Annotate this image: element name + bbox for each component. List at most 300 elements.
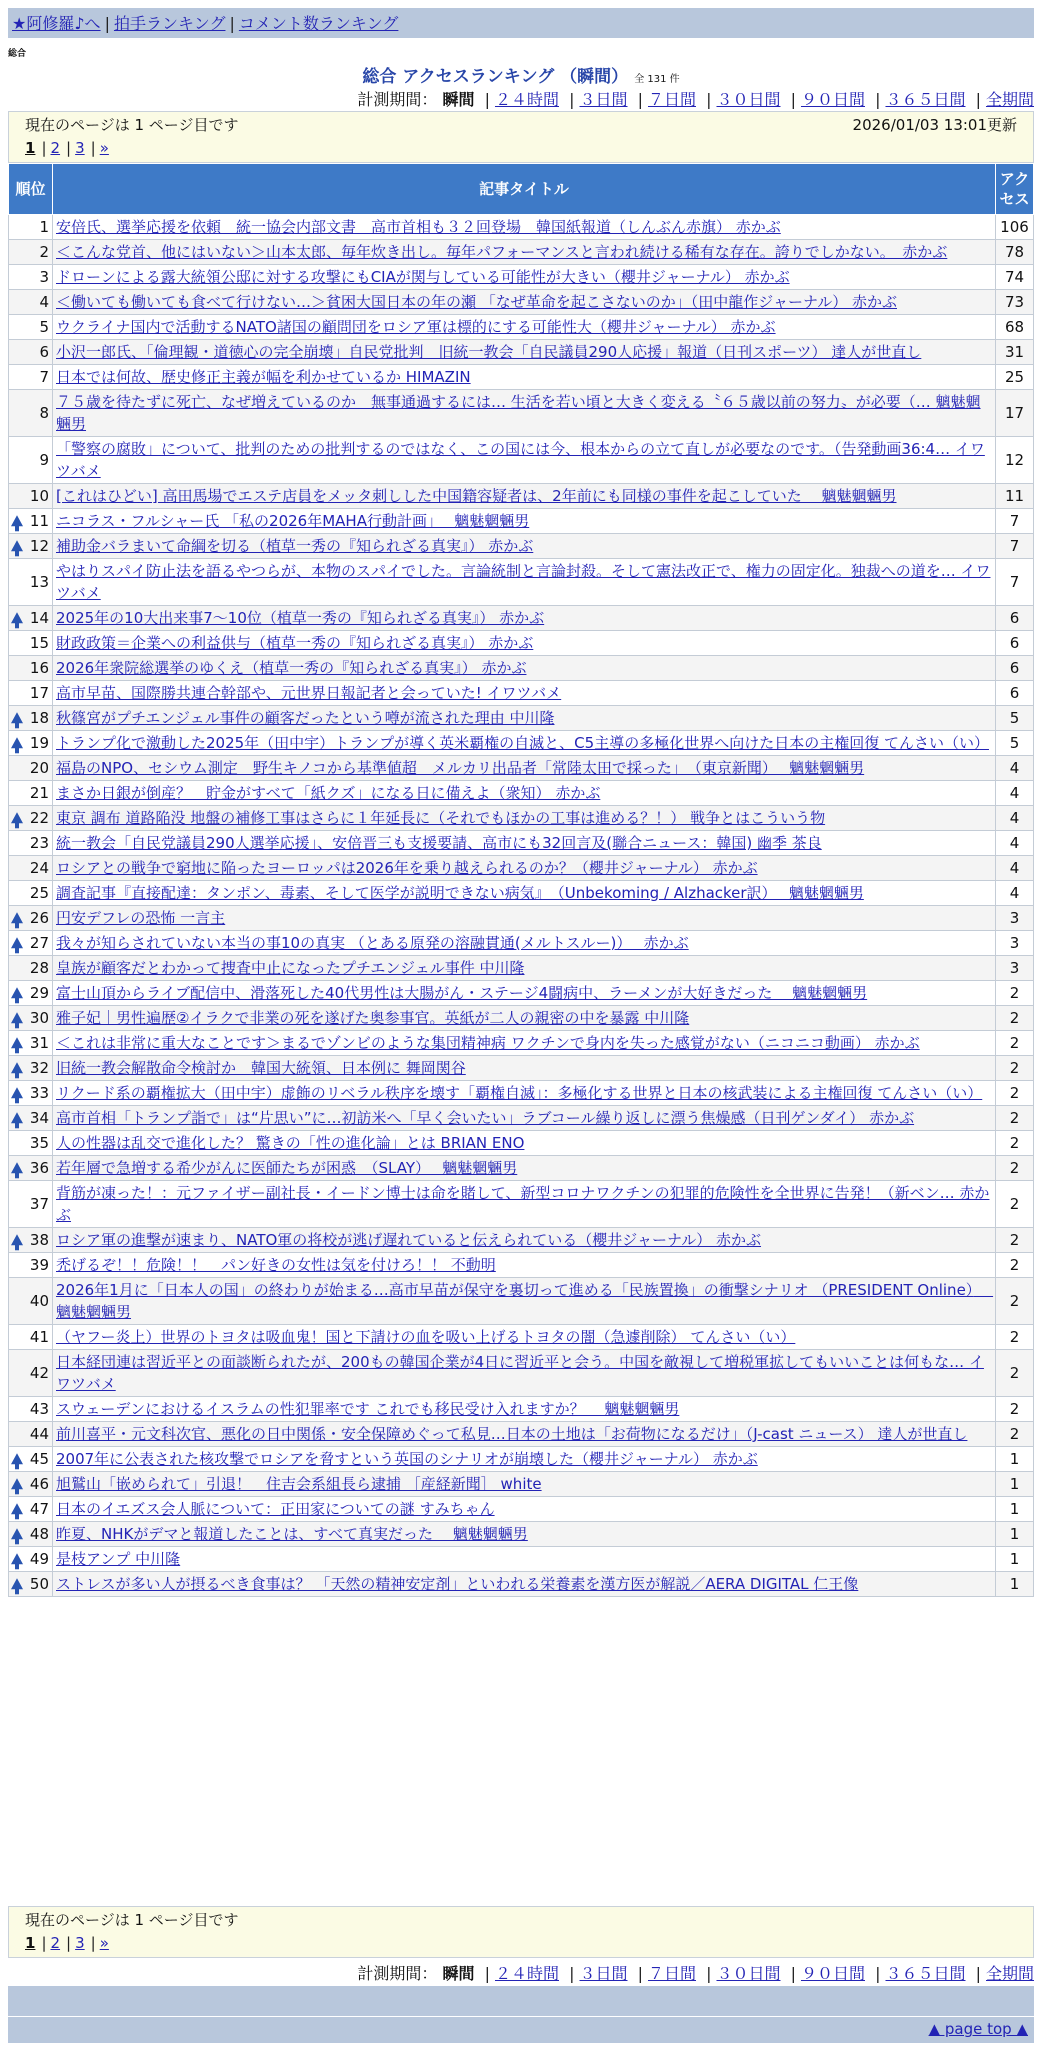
rank-number: 6	[39, 343, 49, 361]
title-cell	[53, 631, 996, 656]
article-title-link[interactable]: トランプ化で激動した2025年（田中宇）トランプが導く英米覇権の自滅と、C5主導の多極化世界へ向けた日本の主権回復 てんさい（い）	[56, 734, 989, 752]
title-cell	[53, 1006, 996, 1031]
page-3-link[interactable]: 3	[75, 1934, 85, 1952]
article-title-link[interactable]: 2026年1月に「日本人の国」の終わりが始まる…高市早苗が保守を裏切って進める「民族置換」の衝撃シナリオ （PRESIDENT Online） 魑魅魍魎男	[56, 1281, 994, 1321]
table-row	[9, 856, 1034, 881]
period-7d-link[interactable]: ７日間	[647, 90, 696, 109]
access-count: 1	[996, 1547, 1034, 1572]
title-cell	[53, 1278, 996, 1325]
top-nav-bar	[8, 8, 1034, 38]
rank-cell	[9, 806, 53, 831]
rank-cell	[9, 534, 53, 559]
article-title-link[interactable]: ロシアとの戦争で窮地に陥ったヨーロッパは2026年を乗り越えられるのか？（櫻井ジャーナル） 赤かぶ	[56, 859, 758, 877]
article-title-link[interactable]: 秋篠宮がプチエンジェル事件の顧客だったという噂が流された理由 中川隆	[56, 709, 555, 727]
article-title-link[interactable]: （ヤフー炎上）世界のトヨタは吸血鬼！国と下請けの血を吸い上げるトヨタの闇（急遽削除） てんさい（い）	[56, 1328, 796, 1346]
title-cell	[53, 240, 996, 265]
title-cell	[53, 956, 996, 981]
article-title-link[interactable]: やはりスパイ防止法を語るやつらが、本物のスパイでした。言論統制と言論封殺。そして憲法改正で、権力の固定化。独裁への道を… イワツバメ	[56, 562, 991, 602]
access-count: 2	[996, 1131, 1034, 1156]
access-count: 17	[996, 390, 1034, 437]
rank-number: 9	[39, 451, 49, 469]
title-cell	[53, 1397, 996, 1422]
rank-cell	[9, 681, 53, 706]
rank-number: 41	[29, 1328, 49, 1346]
period-3d-link[interactable]: ３日間	[579, 1964, 628, 1983]
rank-number: 16	[29, 659, 49, 677]
rank-number: 35	[29, 1134, 49, 1152]
table-row	[9, 1472, 1034, 1497]
article-title-link[interactable]: 調査記事『直接配達：タンポン、毒素、そして医学が説明できない病気』 （Unbekoming / Alzhacker訳） 魑魅魍魎男	[56, 884, 864, 902]
rank-number: 40	[29, 1292, 49, 1310]
article-title-link[interactable]: まさか日銀が倒産？ 貯金がすべて「紙クズ」になる日に備えよ（衆知） 赤かぶ	[56, 784, 601, 802]
title-cell	[53, 1325, 996, 1350]
access-count: 106	[996, 215, 1034, 240]
article-title-link[interactable]: 2007年に公表された核攻撃でロシアを脅すという英国のシナリオが崩壊した（櫻井ジャーナル） 赤かぶ	[56, 1450, 758, 1468]
rank-number: 49	[29, 1550, 49, 1568]
title-cell	[53, 1472, 996, 1497]
table-row	[9, 484, 1034, 509]
article-title-link[interactable]: [これはひどい] 高田馬場でエステ店員をメッタ刺しした中国籍容疑者は、2年前にも同様の事件を起こしていた 魑魅魍魎男	[56, 487, 897, 505]
article-title-link[interactable]: ドローンによる露大統領公邸に対する攻撃にもCIAが関与している可能性が大きい（櫻井ジャーナル） 赤かぶ	[56, 268, 790, 286]
article-title-link[interactable]: ＜働いても働いても食べて行けない…＞貧困大国日本の年の瀬 「なぜ革命を起こさないのか」（田中龍作ジャーナル） 赤かぶ	[56, 293, 897, 311]
page-top-link[interactable]: ▲ page top ▲	[928, 2020, 1028, 2038]
rank-number: 10	[29, 487, 49, 505]
title-header: 記事タイトル	[53, 164, 996, 215]
title-cell	[53, 1447, 996, 1472]
rank-number: 45	[29, 1450, 49, 1468]
rank-cell	[9, 1522, 53, 1547]
next-page-link[interactable]: »	[99, 1934, 109, 1952]
article-title-link[interactable]: 高市首相「トランプ詣で」は“片思い”に…初訪米へ「早く会いたい」ラブコール繰り返しに漂う焦燥感（日刊ゲンダイ） 赤かぶ	[56, 1109, 915, 1127]
rank-cell	[9, 981, 53, 1006]
access-count: 4	[996, 831, 1034, 856]
title-cell	[53, 365, 996, 390]
rank-cell	[9, 781, 53, 806]
rank-cell	[9, 956, 53, 981]
article-title-link[interactable]: 背筋が凍った！：元ファイザー副社長・イードン博士は命を賭して、新型コロナワクチンの犯罪的危険性を全世界に告発！（新ベン… 赤かぶ	[56, 1184, 990, 1224]
table-row	[9, 956, 1034, 981]
title-cell	[53, 215, 996, 240]
rank-number: 19	[29, 734, 49, 752]
rank-number: 27	[29, 934, 49, 952]
article-title-link[interactable]: 日本経団連は習近平との面談断られたが、200もの韓国企業が4日に習近平と会う。中国を敵視して増税軍拡してもいいことは何もな… イワツバメ	[56, 1353, 984, 1393]
title-cell	[53, 606, 996, 631]
access-count: 1	[996, 1572, 1034, 1597]
period-separator: |	[790, 1964, 796, 1983]
access-count: 1	[996, 1497, 1034, 1522]
period-30d-link[interactable]: ３０日間	[716, 90, 781, 109]
period-selector-bottom	[8, 1961, 1034, 1984]
table-row	[9, 906, 1034, 931]
access-count: 2	[996, 1156, 1034, 1181]
title-cell	[53, 931, 996, 956]
period-24h-link[interactable]: ２４時間	[494, 1964, 559, 1983]
table-row	[9, 290, 1034, 315]
period-separator: |	[637, 1964, 643, 1983]
rank-header: 順位	[9, 164, 53, 215]
rank-cell	[9, 1228, 53, 1253]
article-title-link[interactable]: 日本のイエズス会人脈について：正田家についての謎 すみちゃん	[56, 1500, 495, 1518]
rank-number: 31	[29, 1034, 49, 1052]
rank-cell	[9, 881, 53, 906]
table-header-row	[9, 164, 1034, 215]
table-row	[9, 1181, 1034, 1228]
rank-number: 46	[29, 1475, 49, 1493]
rank-cell	[9, 706, 53, 731]
pager-separator: |	[90, 1934, 96, 1952]
table-row	[9, 931, 1034, 956]
access-count: 2	[996, 1397, 1034, 1422]
table-row	[9, 1447, 1034, 1472]
rank-up-arrow-icon	[11, 612, 23, 623]
access-count: 4	[996, 781, 1034, 806]
article-title-link[interactable]: 雅子妃｜男性遍歴②イラクで非業の死を遂げた奥参事官。英紙が二人の親密の中を暴露 中川隆	[56, 1009, 690, 1027]
rank-cell	[9, 1397, 53, 1422]
access-count: 4	[996, 756, 1034, 781]
rank-cell	[9, 756, 53, 781]
rank-up-arrow-icon	[11, 1062, 23, 1073]
period-365d-link[interactable]: ３６５日間	[885, 1964, 966, 1983]
table-row	[9, 781, 1034, 806]
table-row	[9, 606, 1034, 631]
period-7d-link[interactable]: ７日間	[647, 1964, 696, 1983]
access-count: 6	[996, 656, 1034, 681]
table-row	[9, 831, 1034, 856]
article-title-link[interactable]: 円安デフレの恐怖 一言主	[56, 909, 226, 927]
title-cell	[53, 856, 996, 881]
article-title-link[interactable]: ニコラス・フルシャー氏 「私の2026年MAHA行動計画」 魑魅魍魎男	[56, 512, 530, 530]
rank-number: 1	[39, 218, 49, 236]
rank-number: 13	[29, 573, 49, 591]
table-row	[9, 1131, 1034, 1156]
table-row	[9, 534, 1034, 559]
title-cell	[53, 981, 996, 1006]
rank-up-arrow-icon	[11, 712, 23, 723]
rank-up-arrow-icon	[11, 1478, 23, 1489]
rank-cell	[9, 1253, 53, 1278]
period-separator: |	[569, 1964, 575, 1983]
page-status: 現在のページは 1 ページ目です	[25, 116, 239, 134]
rank-cell	[9, 1447, 53, 1472]
access-count: 74	[996, 265, 1034, 290]
title-cell	[53, 1350, 996, 1397]
title-cell	[53, 290, 996, 315]
pager-separator: |	[90, 139, 96, 157]
table-row	[9, 1056, 1034, 1081]
nav-separator: |	[229, 14, 235, 33]
table-row	[9, 806, 1034, 831]
article-title-link[interactable]: 安倍氏、選挙応援を依頼 統一協会内部文書 高市首相も３２回登場 韓国紙報道（しんぶん赤旗） 赤かぶ	[56, 218, 781, 236]
table-row	[9, 390, 1034, 437]
table-row	[9, 1325, 1034, 1350]
access-count: 2	[996, 1081, 1034, 1106]
article-title-link[interactable]: 前川喜平・元文科次官、悪化の日中関係・安全保障めぐって私見…日本の土地は「お荷物になるだけ」（J-cast ニュース） 達人が世直し	[56, 1425, 968, 1443]
rank-cell	[9, 437, 53, 484]
period-separator: |	[484, 90, 490, 109]
rank-up-arrow-icon	[11, 1553, 23, 1564]
article-title-link[interactable]: 旭鷲山「嵌められて」引退！ 住吉会系組長ら逮捕 ［産経新聞］ white	[56, 1475, 542, 1493]
article-title-link[interactable]: リクード系の覇権拡大（田中宇）虚飾のリベラル秩序を壊す「覇権自滅」：多極化する世界と日本の核武装による主権回復 てんさい（い）	[56, 1084, 983, 1102]
rank-number: 2	[39, 243, 49, 261]
period-365d-link[interactable]: ３６５日間	[885, 90, 966, 109]
title-cell	[53, 1056, 996, 1081]
table-row	[9, 1106, 1034, 1131]
title-cell	[53, 1156, 996, 1181]
table-row	[9, 1253, 1034, 1278]
access-count: 2	[996, 1056, 1034, 1081]
access-count: 5	[996, 731, 1034, 756]
rank-cell	[9, 1131, 53, 1156]
page-3-link[interactable]: 3	[75, 139, 85, 157]
title-cell	[53, 881, 996, 906]
rank-number: 18	[29, 709, 49, 727]
period-all-link[interactable]: 全期間	[985, 1964, 1034, 1983]
period-30d-link[interactable]: ３０日間	[716, 1964, 781, 1983]
title-cell	[53, 1228, 996, 1253]
access-count: 12	[996, 437, 1034, 484]
access-count: 6	[996, 681, 1034, 706]
access-count: 3	[996, 906, 1034, 931]
title-cell	[53, 1031, 996, 1056]
article-title-link[interactable]: スウェーデンにおけるイスラムの性犯罪率です これでも移民受け入れますか？ 魑魅魍魎男	[56, 1400, 680, 1418]
rank-cell	[9, 1278, 53, 1325]
title-cell	[53, 1253, 996, 1278]
rank-up-arrow-icon	[11, 987, 23, 998]
article-title-link[interactable]: 補助金バラまいて命綱を切る（植草一秀の『知られざる真実』） 赤かぶ	[56, 537, 534, 555]
article-title-link[interactable]: 統一教会「自民党議員290人選挙応援」、安倍晋三も支援要請、高市にも32回言及(聯合ニュース：韓国) 幽季 茶良	[56, 834, 822, 852]
rank-number: 4	[39, 293, 49, 311]
page-top-bar	[8, 2017, 1034, 2043]
table-row	[9, 437, 1034, 484]
table-row	[9, 1422, 1034, 1447]
article-title-link[interactable]: 禿げるぞ！！危険！！ パン好きの女性は気を付けろ！！ 不動明	[56, 1256, 496, 1274]
table-row	[9, 1031, 1034, 1056]
rank-cell	[9, 509, 53, 534]
rank-number: 43	[29, 1400, 49, 1418]
rank-cell	[9, 631, 53, 656]
rank-number: 48	[29, 1525, 49, 1543]
total-count: 全 131 件	[634, 74, 680, 85]
rank-number: 20	[29, 759, 49, 777]
rank-up-arrow-icon	[11, 1528, 23, 1539]
ranking-table	[8, 163, 1034, 1597]
title-cell	[53, 265, 996, 290]
title-cell	[53, 437, 996, 484]
article-title-link[interactable]: 昨夏、NHKがデマと報道したことは、すべて真実だった 魑魅魍魎男	[56, 1525, 528, 1543]
page-title	[8, 62, 1034, 87]
table-row	[9, 340, 1034, 365]
rank-number: 22	[29, 809, 49, 827]
article-title-link[interactable]: 皇族が顧客だとわかって捜査中止になったプチエンジェル事件 中川隆	[56, 959, 525, 977]
period-90d-link[interactable]: ９０日間	[800, 1964, 865, 1983]
rank-number: 5	[39, 318, 49, 336]
article-title-link[interactable]: ７５歳を待たずに死亡、なぜ増えているのか 無事通過するには… 生活を若い頃と大きく変える〝６５歳以前の努力〟が必要（… 魑魅魍魎男	[56, 393, 981, 433]
rank-cell	[9, 831, 53, 856]
table-row	[9, 1156, 1034, 1181]
rank-cell	[9, 240, 53, 265]
article-title-link[interactable]: 「警察の腐敗」について、批判のための批判するのではなく、この国には今、根本からの立て直しが必要なのです。（告発動画36:4… イワツバメ	[56, 440, 985, 480]
period-separator: |	[637, 90, 643, 109]
rank-number: 30	[29, 1009, 49, 1027]
title-cell	[53, 534, 996, 559]
rank-cell	[9, 1031, 53, 1056]
rank-cell	[9, 290, 53, 315]
article-title-link[interactable]: 是枝アンプ 中川隆	[56, 1550, 181, 1568]
period-separator: |	[569, 90, 575, 109]
rank-up-arrow-icon	[11, 1234, 23, 1245]
rank-number: 50	[29, 1575, 49, 1593]
article-title-link[interactable]: 我々が知らされていない本当の事10の真実 （とある原発の溶融貫通(メルトスルー)） 赤かぶ	[56, 934, 689, 952]
title-cell	[53, 656, 996, 681]
table-row	[9, 215, 1034, 240]
table-row	[9, 315, 1034, 340]
title-cell	[53, 1081, 996, 1106]
table-row	[9, 656, 1034, 681]
rank-up-arrow-icon	[11, 1037, 23, 1048]
article-title-link[interactable]: 2026年衆院総選挙のゆくえ（植草一秀の『知られざる真実』） 赤かぶ	[56, 659, 527, 677]
table-row	[9, 1497, 1034, 1522]
rank-cell	[9, 365, 53, 390]
table-row	[9, 1397, 1034, 1422]
rank-cell	[9, 1181, 53, 1228]
title-cell	[53, 1131, 996, 1156]
article-title-link[interactable]: 東京 調布 道路陥没 地盤の補修工事はさらに１年延長に（それでもほかの工事は進める？！） 戦争とはこういう物	[56, 809, 826, 827]
access-count: 6	[996, 631, 1034, 656]
article-title-link[interactable]: 富士山頂からライブ配信中、滑落死した40代男性は大腸がん・ステージ4闘病中、ラーメンが大好きだった 魑魅魍魎男	[56, 984, 868, 1002]
access-count: 2	[996, 1106, 1034, 1131]
rank-number: 34	[29, 1109, 49, 1127]
table-row	[9, 1081, 1034, 1106]
rank-number: 3	[39, 268, 49, 286]
rank-cell	[9, 1006, 53, 1031]
access-count: 78	[996, 240, 1034, 265]
rank-cell	[9, 1497, 53, 1522]
rank-number: 39	[29, 1256, 49, 1274]
rank-number: 38	[29, 1231, 49, 1249]
article-title-link[interactable]: 人の性器は乱交で進化した？ 驚きの「性の進化論」とは BRIAN ENO	[56, 1134, 525, 1152]
title-cell	[53, 1497, 996, 1522]
access-count: 2	[996, 1422, 1034, 1447]
applause-ranking-link[interactable]: 拍手ランキング	[113, 14, 226, 33]
table-row	[9, 1006, 1034, 1031]
period-separator: |	[706, 90, 712, 109]
period-selector	[8, 87, 1034, 110]
period-all-link[interactable]: 全期間	[985, 90, 1034, 109]
rank-cell	[9, 315, 53, 340]
article-title-link[interactable]: 若年層で急増する希少がんに医師たちが困惑 （SLAY） 魑魅魍魎男	[56, 1159, 518, 1177]
ranking-rows	[9, 215, 1034, 1597]
rank-number: 26	[29, 909, 49, 927]
page-2-link[interactable]: 2	[50, 1934, 61, 1952]
title-cell	[53, 1547, 996, 1572]
access-count: 11	[996, 484, 1034, 509]
period-3d-link[interactable]: ３日間	[579, 90, 628, 109]
table-row	[9, 631, 1034, 656]
pagination	[25, 1931, 1017, 1955]
rank-up-arrow-icon	[11, 540, 23, 551]
access-count: 3	[996, 931, 1034, 956]
period-current: 瞬間	[442, 90, 475, 109]
pagination	[25, 136, 1017, 160]
article-title-link[interactable]: 財政政策＝企業への利益供与（植草一秀の『知られざる真実』） 赤かぶ	[56, 634, 534, 652]
page-2-link[interactable]: 2	[50, 139, 61, 157]
table-row	[9, 1278, 1034, 1325]
rank-cell	[9, 1106, 53, 1131]
pager-box-top	[8, 111, 1034, 163]
title-cell	[53, 1422, 996, 1447]
title-cell	[53, 781, 996, 806]
comment-ranking-link[interactable]: コメント数ランキング	[238, 14, 399, 33]
rank-number: 7	[39, 368, 49, 386]
access-count: 25	[996, 365, 1034, 390]
access-count: 7	[996, 559, 1034, 606]
access-count: 3	[996, 956, 1034, 981]
rank-up-arrow-icon	[11, 1162, 23, 1173]
rank-number: 21	[29, 784, 49, 802]
ranking-title: 総合 アクセスランキング （瞬間）	[362, 67, 629, 87]
article-title-link[interactable]: 福島のNPO、セシウム測定 野生キノコから基準値超 メルカリ出品者「常陸太田で採った」 （東京新聞） 魑魅魍魎男	[56, 759, 865, 777]
table-row	[9, 681, 1034, 706]
access-header: アクセス	[996, 164, 1034, 215]
period-90d-link[interactable]: ９０日間	[800, 90, 865, 109]
rank-cell	[9, 559, 53, 606]
title-cell	[53, 315, 996, 340]
table-row	[9, 731, 1034, 756]
rank-number: 12	[29, 537, 49, 555]
pager-separator: |	[41, 139, 47, 157]
period-24h-link[interactable]: ２４時間	[494, 90, 559, 109]
article-title-link[interactable]: 小沢一郎氏、「倫理観・道徳心の完全崩壊」自民党批判 旧統一教会「自民議員290人応援」報道（日刊スポーツ） 達人が世直し	[56, 343, 922, 361]
title-cell	[53, 806, 996, 831]
rank-up-arrow-icon	[11, 1012, 23, 1023]
article-title-link[interactable]: ＜こんな党首、他にはいない＞山本太郎、毎年炊き出し。毎年パフォーマンスと言われ続ける稀有な存在。誇りでしかない。 赤かぶ	[56, 243, 948, 261]
table-row	[9, 240, 1034, 265]
period-separator: |	[706, 1964, 712, 1983]
article-title-link[interactable]: 旧統一教会解散命令検討か 韓国大統領、日本例に 舞岡関谷	[56, 1059, 466, 1077]
table-row	[9, 706, 1034, 731]
access-count: 4	[996, 881, 1034, 906]
access-count: 2	[996, 1006, 1034, 1031]
rank-number: 28	[29, 959, 49, 977]
title-cell	[53, 756, 996, 781]
article-title-link[interactable]: 日本では何故、歴史修正主義が幅を利かせているか HIMAZIN	[56, 368, 471, 386]
period-separator: |	[975, 1964, 981, 1983]
title-cell	[53, 1106, 996, 1131]
next-page-link[interactable]: »	[99, 139, 109, 157]
article-title-link[interactable]: 2025年の10大出来事7〜10位（植草一秀の『知られざる真実』） 赤かぶ	[56, 609, 545, 627]
table-row	[9, 1228, 1034, 1253]
title-cell	[53, 681, 996, 706]
rank-cell	[9, 1547, 53, 1572]
asyura-home-link[interactable]: ★阿修羅♪へ	[12, 14, 101, 33]
table-row	[9, 881, 1034, 906]
access-count: 5	[996, 706, 1034, 731]
updated-time: 2026/01/03 13:01更新	[852, 116, 1017, 134]
article-title-link[interactable]: 高市早苗、国際勝共連合幹部や、元世界日報記者と会っていた! イワツバメ	[56, 684, 562, 702]
article-title-link[interactable]: ストレスが多い人が摂るべき食事は？ 「天然の精神安定剤」といわれる栄養素を漢方医が解説／AERA DIGITAL 仁王像	[56, 1575, 859, 1593]
table-row	[9, 559, 1034, 606]
rank-cell	[9, 931, 53, 956]
rank-up-arrow-icon	[11, 937, 23, 948]
rank-number: 14	[29, 609, 49, 627]
rank-cell	[9, 606, 53, 631]
rank-number: 44	[29, 1425, 49, 1443]
access-count: 73	[996, 290, 1034, 315]
article-title-link[interactable]: ロシア軍の進撃が速まり、NATO軍の将校が逃げ遅れていると伝えられている（櫻井ジャーナル） 赤かぶ	[56, 1231, 762, 1249]
article-title-link[interactable]: ＜これは非常に重大なことです＞まるでゾンビのような集団精神病 ワクチンで身内を失った感覚がない（ニコニコ動画） 赤かぶ	[56, 1034, 920, 1052]
article-title-link[interactable]: ウクライナ国内で活動するNATO諸国の顧問団をロシア軍は標的にする可能性大（櫻井ジャーナル） 赤かぶ	[56, 318, 776, 336]
access-count: 1	[996, 1472, 1034, 1497]
